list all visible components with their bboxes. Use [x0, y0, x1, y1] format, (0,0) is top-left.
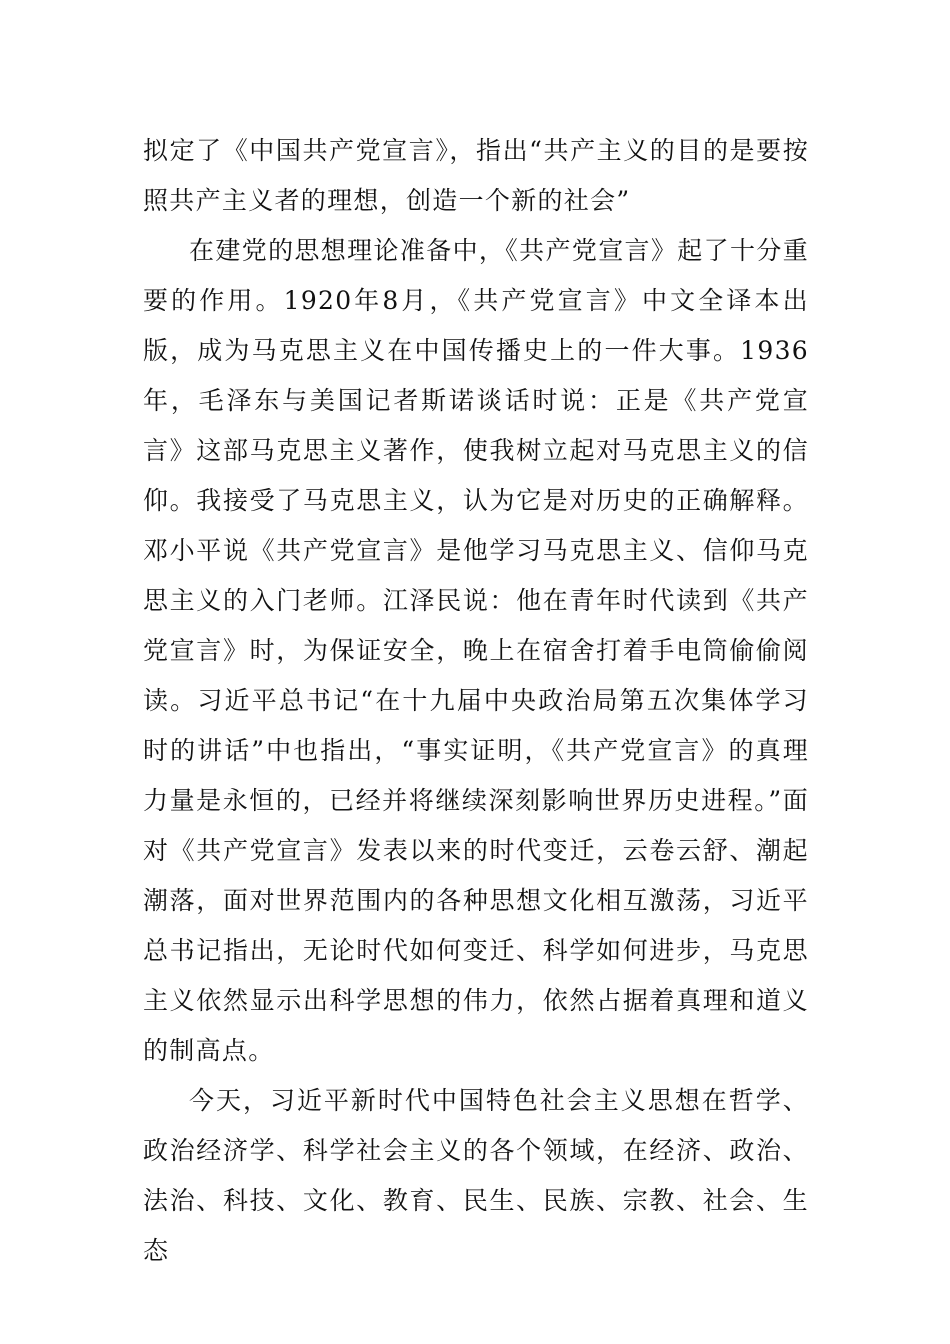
paragraph-communist-manifesto: 在建党的思想理论准备中，《共产党宣言》起了十分重要的作用。1920年8月，《共产党宣言》中文全译本出版，成为马克思主义在中国传播史上的一件大事。1936年，毛泽东与美国记者斯诺谈话时说：正是《共产党宣言》这部马克思主义著作，使我树立起对马克思主义的信仰。我接受了马克思主义，认为它是对历史的正确解释。邓小平说《共产党宣言》是他学习马克思主义、信仰马克思主义的入门老师。江泽民说：他在青年时代读到《共产党宣言》时，为保证安全，晚上在宿舍打着手电筒偷偷阅读。习近平总书记“在十九届中央政治局第五次集体学习时的讲话”中也指出，“事实证明，《共产党宣言》的真理力量是永恒的，已经并将继续深刻影响世界历史进程。”面对《共产党宣言》发表以来的时代变迁，云卷云舒、潮起潮落，面对世界范围内的各种思想文化相互激荡，习近平总书记指出，无论时代如何变迁、科学如何进步，马克思主义依然显示出科学思想的伟力，依然占据着真理和道义的制高点。 — [143, 236, 809, 1065]
paragraph-continuation: 拟定了《中国共产党宣言》，指出“共产主义的目的是要按照共产主义者的理想，创造一个新的社会” — [143, 136, 809, 215]
paragraph-xi-thought: 今天，习近平新时代中国特色社会主义思想在哲学、政治经济学、科学社会主义的各个领域，在经济、政治、法治、科技、文化、教育、民生、民族、宗教、社会、生态 — [143, 1086, 809, 1265]
document-body — [143, 126, 809, 1276]
